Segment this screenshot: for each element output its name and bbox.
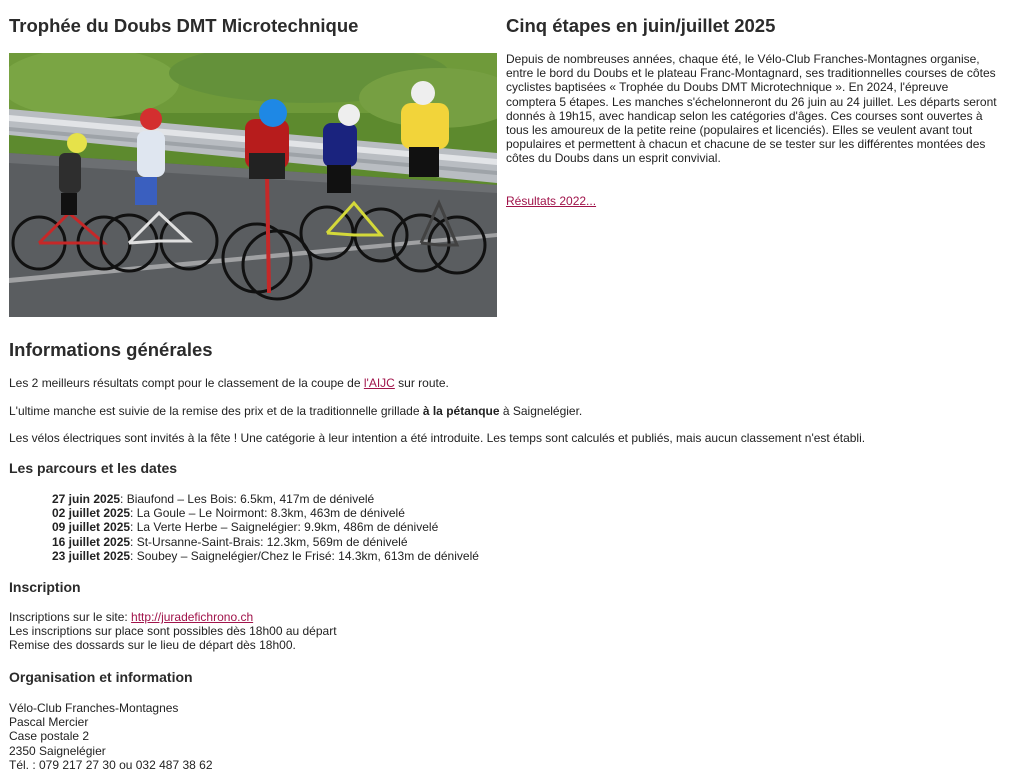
section-title-routes: Les parcours et les dates	[9, 460, 178, 476]
org-line-pobox: Case postale 2	[9, 729, 90, 744]
info-paragraph-ebikes: Les vélos électriques sont invités à la fête ! Une catégorie à leur intention a été introduite. Les temps sont calculés et publiés, mais aucun classement n'est établi.	[9, 431, 866, 445]
list-item	[52, 520, 479, 534]
route-desc: : La Goule – Le Noirmont: 8.3km, 463m de dénivelé	[130, 506, 405, 521]
signup-block	[9, 610, 337, 653]
results-link[interactable]: Résultats 2022...	[506, 194, 597, 208]
info-p2-bold: à la pétanque	[422, 404, 500, 418]
route-date: 09 juillet 2025	[52, 520, 131, 535]
info-p1-after: sur route.	[394, 376, 449, 390]
route-date: 27 juin 2025	[52, 492, 121, 506]
routes-list	[52, 492, 479, 563]
org-line-city: 2350 Saignelégier	[9, 743, 106, 758]
list-item	[52, 549, 479, 563]
signup-line-site	[9, 610, 337, 624]
signup-link[interactable]: http://juradefichrono.ch	[131, 610, 254, 624]
org-address	[9, 701, 213, 772]
signup-line-bibs: Remise des dossards sur le lieu de départ dès 18h00.	[9, 638, 296, 653]
intro-text: Depuis de nombreuses années, chaque été, le Vélo-Club Franches-Montagnes organise, entre le bord du Doubs et le plateau Franc-Montagnard, ses traditionnelles courses de côtes cyclistes baptisées « Trophée du Doubs DMT Microtechnique ». En 2024, l'épreuve comptera 5 étapes. Les manches s'échelonneront du 26 juin au 24 juillet. Les départs seront donnés à 19h15, avec handicap selon les catégories d'âges. Ces courses sont ouvertes à tous les amoureux de la petite reine (populaires et licenciés). Elles se veulent avant tout populaires et permettent à chacun et chacune de se tester sur les différentes montées des côtes du Doubs dans un esprit convivial.	[506, 52, 997, 166]
route-date: 02 juillet 2025	[52, 506, 131, 521]
route-date: 16 juillet 2025	[52, 534, 131, 549]
signup-line-onsite: Les inscriptions sur place sont possibles dès 18h00 au départ	[9, 624, 337, 639]
info-p2-before: L'ultime manche est suivie de la remise des prix et de la traditionnelle grillade	[9, 404, 423, 418]
route-date: 23 juillet 2025	[52, 548, 131, 563]
info-paragraph-cup	[9, 376, 449, 390]
section-title-org: Organisation et information	[9, 669, 193, 685]
cyclists-photo	[9, 53, 497, 317]
section-title-stages: Cinq étapes en juin/juillet 2025	[506, 15, 776, 36]
route-desc: : St-Ursanne-Saint-Brais: 12.3km, 569m de dénivelé	[130, 534, 408, 549]
aijc-link[interactable]: l'AIJC	[363, 376, 395, 390]
section-title-info: Informations générales	[9, 339, 213, 360]
list-item	[52, 535, 479, 549]
route-desc: : Biaufond – Les Bois: 6.5km, 417m de dénivelé	[120, 492, 375, 506]
signup-site-label: Inscriptions sur le site:	[9, 610, 132, 624]
info-p2-after: à Saignelégier.	[499, 404, 583, 418]
section-title-signup: Inscription	[9, 579, 81, 595]
org-line-phone: Tél. : 079 217 27 30 ou 032 487 38 62	[9, 757, 213, 772]
info-p1-before: Les 2 meilleurs résultats compt pour le classement de la coupe de	[9, 376, 364, 390]
page-title: Trophée du Doubs DMT Microtechnique	[9, 15, 359, 36]
org-line-club: Vélo-Club Franches-Montagnes	[9, 701, 179, 715]
route-desc: : La Verte Herbe – Saignelégier: 9.9km, 486m de dénivelé	[130, 520, 439, 535]
list-item	[52, 506, 479, 520]
org-line-name: Pascal Mercier	[9, 715, 89, 730]
list-item	[52, 492, 479, 506]
route-desc: : Soubey – Saignelégier/Chez le Frisé: 14.3km, 613m de dénivelé	[130, 548, 479, 563]
info-paragraph-ceremony	[9, 404, 582, 418]
